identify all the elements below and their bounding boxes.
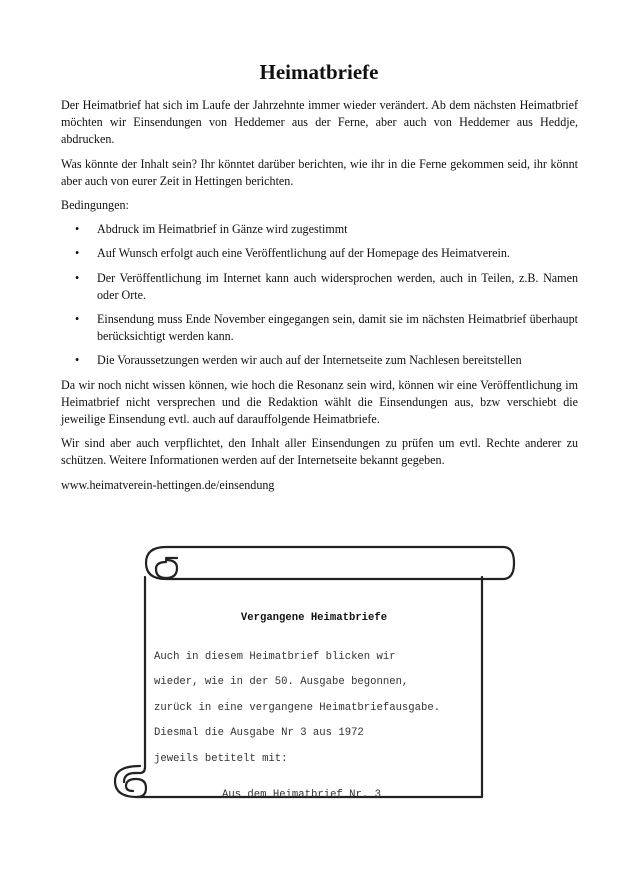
scroll-line: Diesmal die Ausgabe Nr 3 aus 1972 [154, 727, 364, 740]
bullet-icon: • [75, 353, 80, 368]
conditions-label: Bedingungen: [61, 198, 129, 213]
bullet-icon: • [75, 270, 80, 285]
list-item: • Der Veröffentlichung im Internet kann auch widersprochen werden, auch in Teilen, z.B. Namen oder Orte. [75, 270, 578, 302]
scroll-subtitle: Aus dem Heimatbrief Nr. 3 [222, 788, 381, 801]
content-paragraph: Was könnte der Inhalt sein? Ihr könntet darüber berichten, wie ihr in die Ferne gekommen seid, ihr könnt aber auch von eurer Zeit in Hettingen berichten. [61, 156, 578, 188]
scroll-line: wieder, wie in der 50. Ausgabe begonnen, [154, 676, 409, 689]
scroll-body-text [154, 638, 474, 779]
list-item: • Abdruck im Heimatbrief in Gänze wird zugestimmt [61, 221, 578, 238]
scroll-line: jeweils betitelt mit: [154, 752, 288, 765]
list-item: • Auf Wunsch erfolgt auch eine Veröffentlichung auf der Homepage des Heimatverein. [61, 245, 578, 262]
intro-paragraph: Der Heimatbrief hat sich im Laufe der Jahrzehnte immer wieder verändert. Ab dem nächsten Heimatbrief möchten wir Einsendungen von Heddemer aus der Ferne, aber auch von Heddemer aus Heddje, abdrucken. [61, 98, 578, 147]
scroll-bottom-curl [115, 766, 146, 797]
website-link[interactable]: www.heimatverein-hettingen.de/einsendung [61, 477, 275, 492]
selection-paragraph: Da wir noch nicht wissen können, wie hoch die Resonanz sein wird, können wir eine Veröffentlichung im Heimatbrief nicht versprechen und die Redaktion wählt die Einsendungen aus, bzw verschiebt die jeweilige Einsendung evtl. auch auf darauffolgende Heimatbriefe. [61, 377, 578, 427]
scroll-line: zurück in eine vergangene Heimatbriefausgabe. [154, 701, 441, 714]
bullet-icon: • [75, 222, 80, 237]
scroll-top-curl [156, 560, 177, 578]
scroll-line: Auch in diesem Heimatbrief blicken wir [154, 650, 396, 663]
list-item: • Die Voraussetzungen werden wir auch auf der Internetseite zum Nachlesen bereitstellen [61, 352, 578, 369]
rights-paragraph: Wir sind aber auch verpflichtet, den Inhalt aller Einsendungen zu prüfen um evtl. Rechte anderer zu schützen. Weitere Informationen werden auf der Internetseite bekannt gegeben. [61, 436, 578, 468]
scroll-top-roll [146, 547, 514, 579]
scroll-heading: Vergangene Heimatbriefe [240, 612, 388, 624]
list-item: • Einsendung muss Ende November eingegangen sein, damit sie im nächsten Heimatbrief überhaupt berücksichtigt werden kann. [75, 312, 578, 344]
scroll-text [154, 612, 474, 801]
bullet-icon: • [75, 246, 80, 261]
bullet-icon: • [75, 312, 80, 327]
page-title: Heimatbriefe [259, 60, 379, 84]
